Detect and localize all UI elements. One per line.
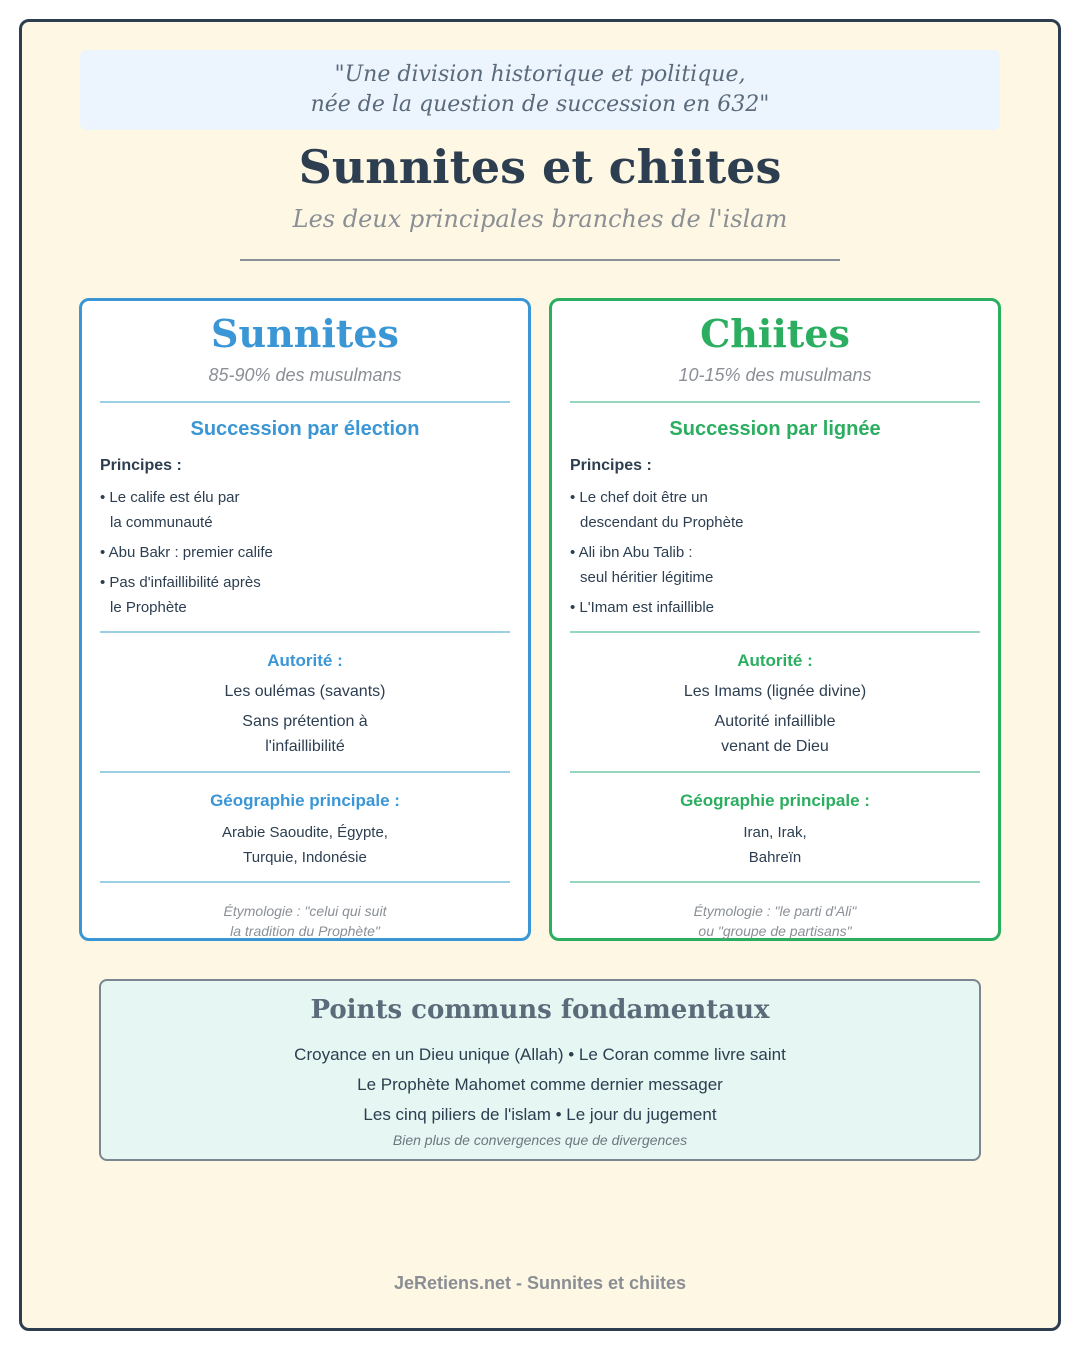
quote-line-2: née de la question de succession en 632"	[310, 92, 770, 117]
shia-authority-label: Autorité :	[737, 651, 813, 670]
divider	[100, 631, 510, 633]
sunni-geo-label: Géographie principale :	[210, 791, 400, 810]
list-item	[570, 595, 970, 620]
common-point-line: Croyance en un Dieu unique (Allah) • Le Coran comme livre saint	[294, 1045, 786, 1064]
sunni-geo-text: Arabie Saoudite, Égypte,	[222, 824, 388, 841]
etymology-line: ou "groupe de partisans"	[698, 923, 852, 939]
divider	[100, 771, 510, 773]
etymology-line: la tradition du Prophète"	[230, 923, 380, 939]
etymology-line: Étymologie : "le parti d'Ali"	[693, 903, 857, 919]
list-item-line: • Ali ibn Abu Talib :	[570, 544, 693, 561]
divider	[570, 881, 980, 883]
divider	[570, 771, 980, 773]
list-item	[570, 540, 970, 590]
shia-etymology	[552, 901, 998, 941]
divider	[570, 401, 980, 403]
list-item-line: seul héritier légitime	[580, 569, 714, 586]
quote-line-1: "Une division historique et politique,	[334, 62, 746, 87]
shia-principles-list	[570, 485, 970, 625]
sunni-succession: Succession par élection	[190, 418, 420, 440]
sunni-authority-text: Les oulémas (savants)	[224, 683, 386, 700]
list-item-line: la communauté	[110, 514, 213, 531]
shia-title: Chiites	[700, 311, 850, 356]
list-item-line: • Le calife est élu par	[100, 489, 240, 506]
common-points-title: Points communs fondamentaux	[310, 995, 770, 1025]
list-item	[100, 570, 500, 620]
sunni-principles-list	[100, 485, 500, 625]
divider	[570, 631, 980, 633]
sunni-card	[79, 298, 531, 941]
list-item	[100, 540, 500, 565]
sunni-share: 85-90% des musulmans	[208, 365, 402, 385]
footer-credit: JeRetiens.net - Sunnites et chiites	[393, 1273, 687, 1293]
shia-card	[549, 298, 1001, 941]
list-item-line: • L'Imam est infaillible	[570, 599, 715, 616]
list-item	[100, 485, 500, 535]
shia-share: 10-15% des musulmans	[678, 365, 872, 385]
sunni-authority-text: l'infaillibilité	[265, 738, 345, 755]
shia-geo-label: Géographie principale :	[680, 791, 870, 810]
common-points-note: Bien plus de convergences que de divergences	[392, 1132, 688, 1148]
sunni-authority-text: Sans prétention à	[242, 713, 368, 730]
list-item-line: • Abu Bakr : premier calife	[100, 544, 273, 561]
shia-succession: Succession par lignée	[669, 418, 881, 440]
sunni-etymology	[82, 901, 528, 941]
common-points-box	[99, 979, 981, 1161]
common-point-line: Le Prophète Mahomet comme dernier messager	[357, 1075, 723, 1094]
shia-authority-text: venant de Dieu	[721, 738, 829, 755]
list-item-line: le Prophète	[110, 599, 187, 616]
shia-authority-text: Les Imams (lignée divine)	[683, 683, 867, 700]
sunni-principles-label: Principes :	[100, 457, 182, 474]
list-item-line: • Pas d'infaillibilité après	[100, 574, 261, 591]
list-item	[570, 485, 970, 535]
page-title: Sunnites et chiites	[298, 140, 782, 194]
shia-geo-text: Iran, Irak,	[743, 824, 807, 841]
title-divider	[240, 259, 840, 261]
intro-quote	[80, 50, 1000, 130]
page-subtitle: Les deux principales branches de l'islam	[292, 205, 788, 233]
list-item-line: • Le chef doit être un	[570, 489, 708, 506]
divider	[100, 881, 510, 883]
shia-principles-label: Principes :	[570, 457, 652, 474]
sunni-title: Sunnites	[211, 311, 399, 356]
shia-geo-text: Bahreïn	[748, 849, 802, 866]
etymology-line: Étymologie : "celui qui suit	[223, 903, 387, 919]
common-point-line: Les cinq piliers de l'islam • Le jour du jugement	[363, 1105, 717, 1124]
divider	[100, 401, 510, 403]
list-item-line: descendant du Prophète	[580, 514, 744, 531]
shia-authority-text: Autorité infaillible	[714, 713, 836, 730]
sunni-geo-text: Turquie, Indonésie	[243, 849, 367, 866]
sunni-authority-label: Autorité :	[267, 651, 343, 670]
